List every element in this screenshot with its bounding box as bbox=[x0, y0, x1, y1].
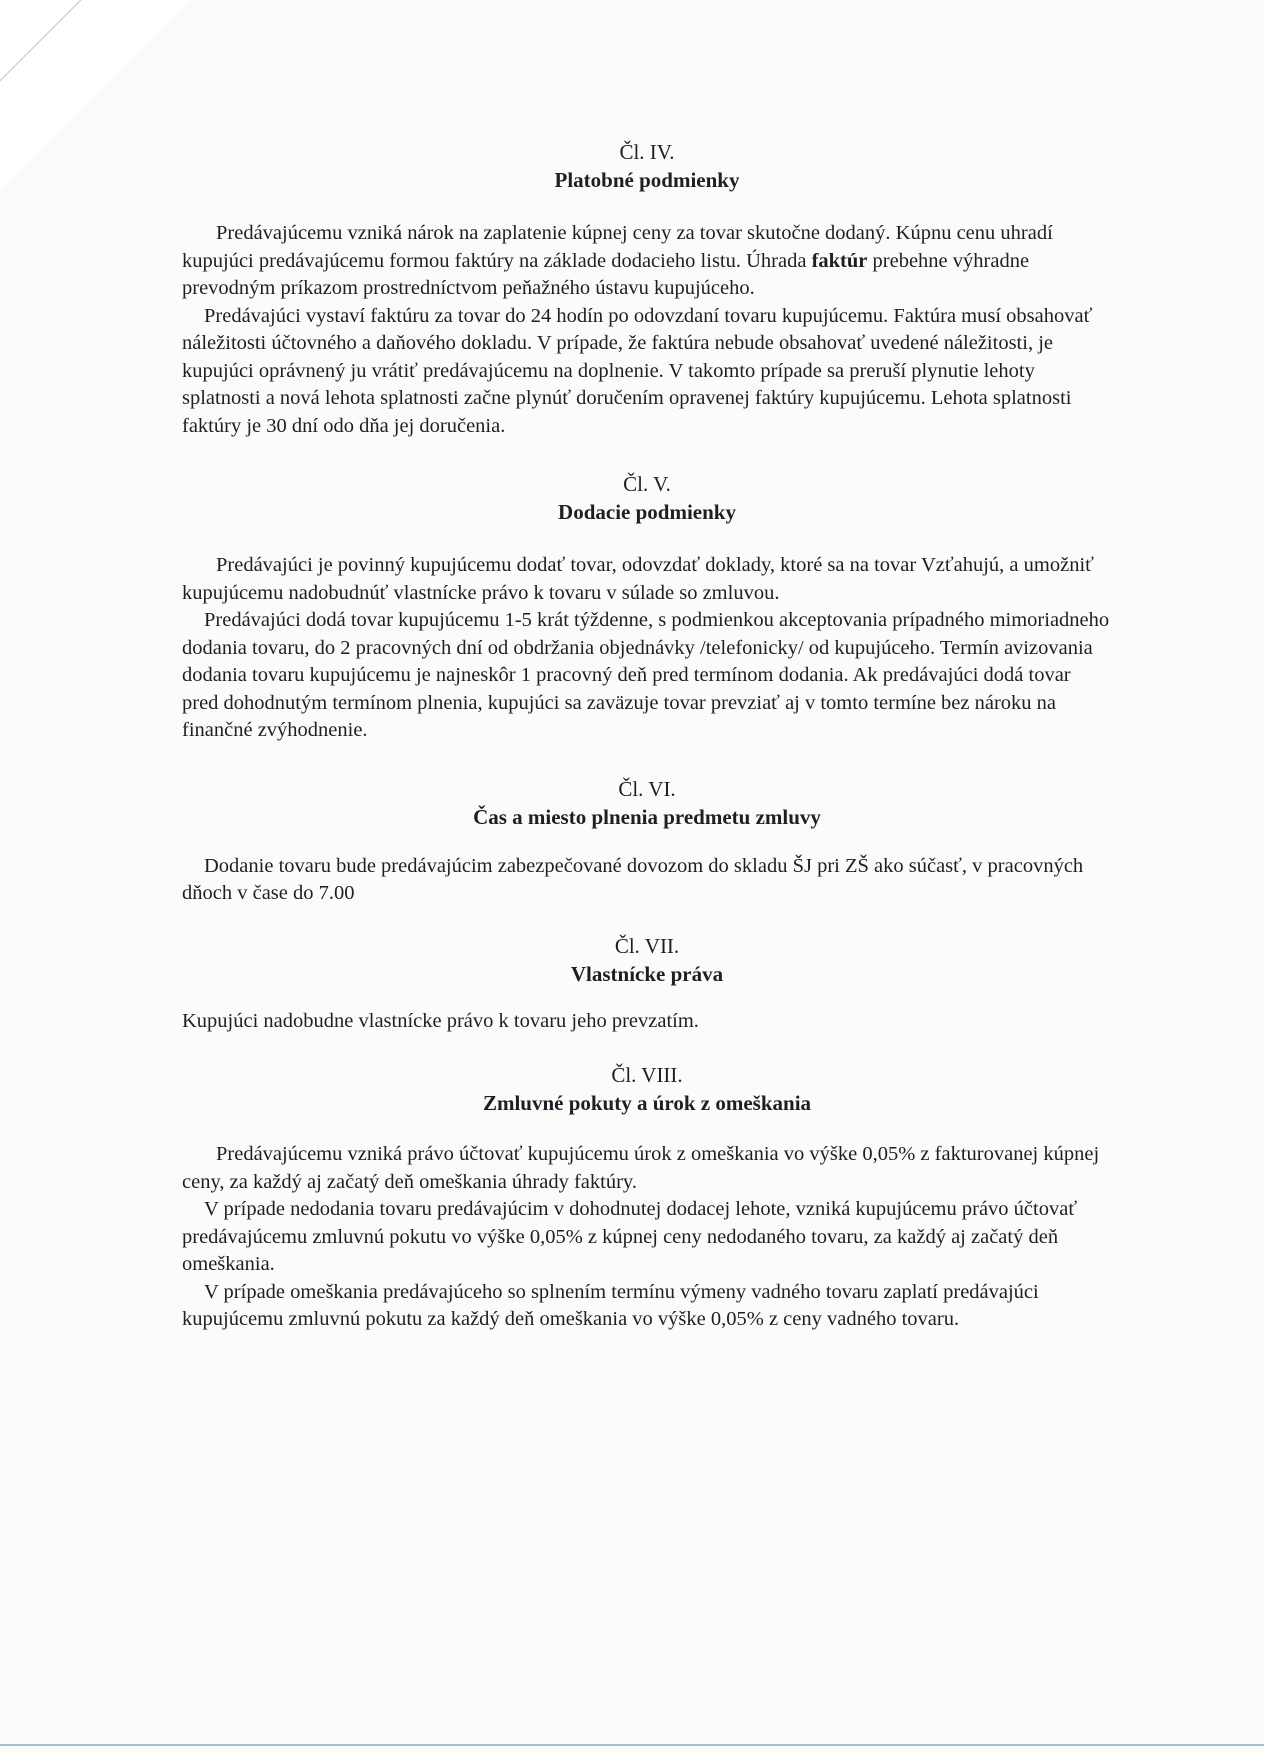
article-title: Dodacie podmienky bbox=[558, 500, 736, 524]
article-viii bbox=[182, 1061, 1112, 1334]
bold-term: faktúr bbox=[811, 249, 868, 272]
paragraph: V prípade omeškania predávajúceho so splnením termínu výmeny vadného tovaru zaplatí predávajúci kupujúcemu zmluvnú pokutu za každý deň omeškania vo výške 0,05% z ceny vadného tovaru. bbox=[182, 1280, 1039, 1330]
paragraph: Predávajúci je povinný kupujúcemu dodať tovar, odovzdať doklady, ktoré sa na tovar Vzťahujú, a umožniť kupujúcemu nadobudnúť vlastnícke právo k tovaru v súlade so zmluvou. bbox=[182, 554, 1094, 604]
folded-corner bbox=[0, 0, 190, 190]
article-text bbox=[182, 552, 1112, 745]
article-title: Platobné podmienky bbox=[554, 168, 740, 192]
article-title: Zmluvné pokuty a úrok z omeškania bbox=[482, 1091, 812, 1115]
article-vi bbox=[182, 775, 1112, 908]
paragraph-text: Predávajúcemu vzniká nárok na zaplatenie kúpnej ceny za tovar skutočne dodaný. Kúpnu cenu uhradí kupujúci predávajúcemu formou faktúry na základe dodacieho listu. Úhrada bbox=[182, 222, 1053, 272]
paragraph bbox=[182, 220, 1112, 303]
article-iv bbox=[182, 138, 1112, 440]
article-title: Vlastnícke práva bbox=[570, 961, 724, 986]
article-text bbox=[182, 1008, 1112, 1036]
article-number: Čl. V. bbox=[623, 472, 671, 496]
article-title: Čas a miesto plnenia predmetu zmluvy bbox=[473, 804, 821, 829]
article-number: Čl. VI. bbox=[618, 776, 676, 801]
scan-edge bbox=[0, 1744, 1264, 1746]
article-number: Čl. VII. bbox=[614, 933, 680, 958]
paragraph: Predávajúci vystaví faktúru za tovar do 24 hodín po odovzdaní tovaru kupujúcemu. Faktúra musí obsahovať náležitosti účtovného a daňového dokladu. V prípade, že faktúra nebude obsahovať uvedené náležitosti, je kupujúci oprávnený ju vrátiť predávajúcemu na doplnenie. V takomto prípade sa preruší plynutie lehoty splatnosti a nová lehota splatnosti začne plynúť doručením opravenej faktúry kupujúcemu. Lehota splatnosti faktúry je 30 dní odo dňa jej doručenia. bbox=[182, 304, 1093, 437]
article-text bbox=[182, 1141, 1112, 1334]
paragraph: Predávajúci dodá tovar kupujúcemu 1-5 krát týždenne, s podmienkou akceptovania prípadného mimoriadneho dodania tovaru, do 2 pracovných dní od obdržania objednávky /telefonicky/ od kupujúceho. Termín avizovania dodania tovaru kupujúcemu je najneskôr 1 pracovný deň pred termínom dodania. Ak predávajúci dodá tovar pred dohodnutým termínom plnenia, kupujúci sa zaväzuje tovar prevziať aj v tomto termíne bez nároku na finančné zvýhodnenie. bbox=[182, 609, 1110, 741]
article-text bbox=[182, 220, 1112, 440]
document-body bbox=[182, 138, 1112, 1334]
article-number: Čl. IV. bbox=[619, 140, 675, 164]
article-number: Čl. VIII. bbox=[611, 1063, 683, 1087]
paragraph: V prípade nedodania tovaru predávajúcim v dohodnutej dodacej lehote, vzniká kupujúcemu právo účtovať predávajúcemu zmluvnú pokutu vo výške 0,05% z kúpnej ceny nedodaného tovaru, za každý aj začatý deň omeškania. bbox=[182, 1198, 1078, 1275]
article-vii bbox=[182, 932, 1112, 1036]
paragraph: Predávajúcemu vzniká právo účtovať kupujúcemu úrok z omeškania vo výške 0,05% z fakturovanej kúpnej ceny, za každý aj začatý deň omeškania úhrady faktúry. bbox=[182, 1143, 1100, 1193]
paragraph-text: prebehne výhradne prevodným príkazom prostredníctvom peňažného ústavu kupujúceho. bbox=[182, 249, 1030, 299]
paragraph: Dodanie tovaru bude predávajúcim zabezpečované dovozom do skladu ŠJ pri ZŠ ako súčasť, v pracovných dňoch v čase do 7.00 bbox=[182, 854, 1084, 904]
paragraph: Kupujúci nadobudne vlastnícke právo k tovaru jeho prevzatím. bbox=[182, 1009, 699, 1032]
article-v bbox=[182, 470, 1112, 745]
article-text bbox=[182, 853, 1112, 908]
